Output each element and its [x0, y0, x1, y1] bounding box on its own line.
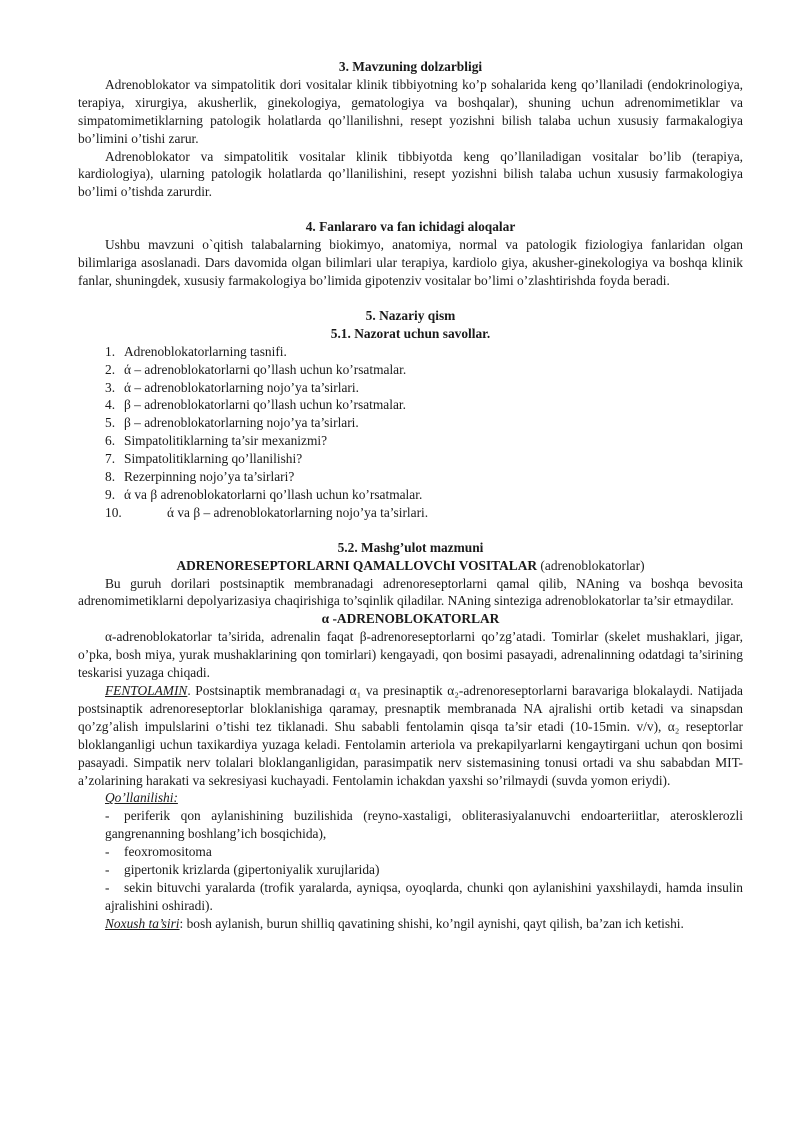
- fentolamin-paragraph: FENTOLAMIN. Postsinaptik membranadagi α₁ va presinaptik α₂-adrenoreseptorlarni baravariga blokalaydi. Natijada postsinaptik adrenoreseptorlar bloklanishiga qaramay, presnaptik membranada NA ajralishi ortib ketadi va sinapsdan qo’zg’alish impulslarini o’tishi tez tiklanadi. Shu sababli fentolamin qisqa ta’sir etadi (10-15min. v/v), α₂ reseptorlar bloklanganligi uchun taxikardiya yuzaga keladi. Fentolamin arteriola va prekapilyarlarni kengaytirgani uchun qon bosimi pasayadi. Simpatik nerv tolalari bloklanganligidan, parasimpatik nerv sistemasining tonusi ortadi va shu sababdan MIT-a’zolarining harakati va sekresiyasi kuchayadi. Fentolamin ichakdan yaxshi so’rilmaydi (suvda yomon eriydi).: [78, 683, 743, 788]
- list-item: 8. Rezerpinning nojo’ya ta’sirlari?: [105, 469, 295, 485]
- adrenoreceptor-blockers-heading: ADRENORESEPTORLARNI QAMALLOVChI VOSITALAR (adrenoblokatorlar): [176, 557, 645, 573]
- section-3-paragraph-2: Adrenoblokator va simpatolitik vositalar klinik tibbiyotda keng qo’llaniladigan vositalar bo’lib (terapiya, kardiologiya), ularning patologik holatlarda qo’llanilishini, resept yozishni bilish talaba uchun xususiy farmakologiya bo’limi o’tishda zarurdir.: [78, 148, 743, 200]
- section-3-paragraph-1: Adrenoblokator va simpatolitik dori vositalar klinik tibbiyotning ko’p sohalarida keng qo’llaniladi (endokrinologiya, terapiya, xirurgiya, akusherlik, ginekologiya, gematologiya va boshqalar), shuning uchun adrenomimetiklar va simpatomimetiklarning patologik holatlarda qo’llanilishni, resept yozishni bilish talaba uchun xususiy farmakalogiya bo’limini o’tishi zarur.: [78, 76, 743, 146]
- alpha-blockers-paragraph: α-adrenoblokatorlar ta’sirida, adrenalin faqat β-adrenoreseptorlarni qo’zg’atadi. Tomirlar (skelet mushaklari, jigar, o’pka, bosh miya, yurak mushaklarining qon tomirlari) kengayadi, qon bosimi pasayadi, adrenalinning odatdagi ta’sirining teskarisi yuzaga chiqadi.: [78, 629, 743, 681]
- section-5-title: 5. Nazariy qism: [365, 307, 456, 323]
- section-3-title: 3. Mavzuning dolzarbligi: [338, 59, 483, 74]
- usage-item: - feoxromositoma: [105, 844, 212, 860]
- list-item: 1. Adrenoblokatorlarning tasnifi.: [105, 343, 287, 359]
- list-item: 3. ά – adrenoblokatorlarning nojo’ya ta’sirlari.: [105, 379, 359, 395]
- usage-item: - periferik qon aylanishining buzilishida (reyno-xastaligi, obliterasiyalanuvchi endoarteriitlar, aterosklerozli gangrenanning boshlang’ich bosqichida),: [105, 808, 743, 842]
- list-item: 9. ά va β adrenoblokatorlarni qo’llash uchun ko’rsatmalar.: [105, 486, 423, 502]
- fentolamin-term: FENTOLAMIN: [105, 683, 188, 698]
- section-5-1-title: 5.1. Nazorat uchun savollar.: [330, 325, 491, 341]
- side-effects-paragraph: Noxush ta’siri: bosh aylanish, burun shilliq qavatining shishi, ko’ngil aynishi, qayt qilish, ba’zan ich ketishi.: [105, 915, 684, 931]
- list-item: 7. Simpatolitiklarning qo’llanilishi?: [105, 451, 303, 467]
- section-4-paragraph: Ushbu mavzuni o`qitish talabalarning biokimyo, anatomiya, normal va patologik fiziologiya fanlaridan olgan bilimlariga asoslanadi. Dars davomida olgan bilimlari ular terapiya, kardiolo giya, akusher-ginekologiya va boshqa klinik fanlar, shuningdek, xususiy farmakologiya bo’limida gipotenziv vositalar bo’limi o’zlashtirishda foyda beradi.: [78, 237, 743, 288]
- section-5-2-paragraph-1: Bu guruh dorilari postsinaptik membranadagi adrenoreseptorlarni qamal qilib, NAning va boshqa bevosita adrenomimetiklarni depolyarizasiya chaqirishiga to’sqinlik qiladilar. NAning sinteziga adrenoblokatorlar ta’sir etmaydilar.: [78, 575, 743, 609]
- list-item: 2. ά – adrenoblokatorlarni qo’llash uchun ko’rsatmalar.: [105, 361, 407, 377]
- usage-item: - gipertonik krizlarda (gipertoniyalik xurujlarida): [105, 862, 380, 878]
- list-item: 4. β – adrenoblokatorlarni qo’llash uchun ko’rsatmalar.: [105, 397, 406, 413]
- control-questions-list: [78, 343, 743, 522]
- usage-label: Qo’llanilishi:: [105, 790, 178, 806]
- section-4-title: 4. Fanlararo va fan ichidagi aloqalar: [305, 219, 516, 235]
- usage-item: - sekin bituvchi yaralarda (trofik yaralarda, ayniqsa, oyoqlarda, chunki qon aylanishini yaxshilaydi, hamda insulin ajralishini oshiradi).: [105, 879, 743, 913]
- list-item: 6. Simpatolitiklarning ta’sir mexanizmi?: [105, 433, 328, 449]
- alpha-blockers-heading: α -ADRENOBLOKATORLAR: [321, 611, 500, 627]
- document-page: [78, 58, 743, 933]
- list-item: 5. β – adrenoblokatorlarning nojo’ya ta’sirlari.: [105, 415, 359, 431]
- list-item: 10. ά va β – adrenoblokatorlarning nojo’ya ta’sirlari.: [105, 504, 429, 520]
- section-5-2-title: 5.2. Mashg’ulot mazmuni: [337, 539, 484, 555]
